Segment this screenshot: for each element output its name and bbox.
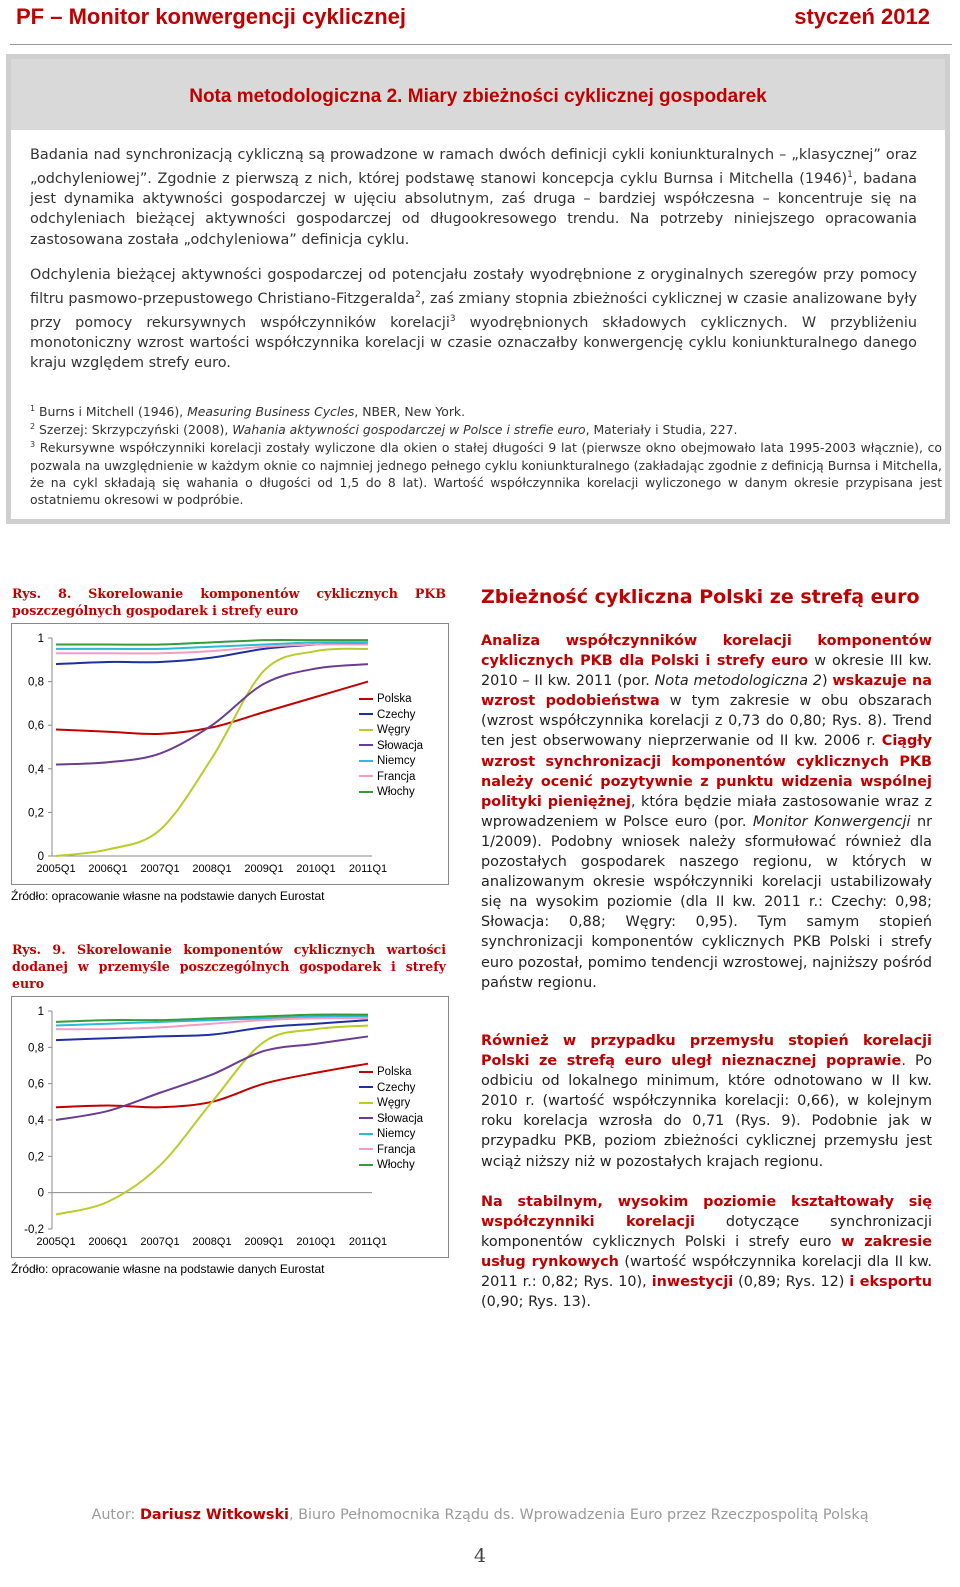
x-tick-label: 2010Q1 (296, 1236, 336, 1248)
legend-label: Francja (377, 770, 416, 783)
legend-item (359, 754, 423, 770)
p1-text-b: , badana jest dynamika aktywności gospodarczej w ujęciu absolutnym, zaś druga – bardziej współczesna – koncentruje się na odchyleniach bieżącej aktywności gospodarczej od długookresowego trendu. Na potrzeby niniejszego opracowania zastosowana została „odchyleniowa” definicja cyklu. (30, 171, 917, 248)
legend-swatch (359, 775, 373, 777)
chart-9-legend (359, 1065, 423, 1174)
right-p3-segment: dotyczące synchronizacji komponentów cyklicznych Polski i strefy euro (481, 1214, 932, 1251)
legend-label: Czechy (377, 708, 416, 721)
right-p3-segment: (0,89; Rys. 12) (733, 1274, 850, 1291)
right-p3-segment: w zakresie usług rynkowych (481, 1234, 932, 1271)
right-p1-segment: Monitor Konwergencji (752, 813, 911, 830)
y-tick-label: 0,2 (28, 1151, 44, 1164)
legend-swatch (359, 1086, 373, 1088)
right-p3-segment: (wartość współczynnika korelacji dla II kw. 2011 r.: 0,82; Rys. 10), (481, 1254, 933, 1291)
y-tick-label: 0,8 (28, 676, 44, 689)
legend-item (359, 770, 423, 786)
author-line (0, 1507, 960, 1523)
x-tick-label: 2008Q1 (192, 863, 232, 875)
chart-8-caption: Rys. 8. Skorelowanie komponentów cyklicznych PKB poszczególnych gospodarek i strefy euro (12, 586, 446, 618)
p2-text-c: wyodrębnionych składowych cyklicznych. W przybliżeniu monotoniczny wzrost wartości współczynnika korelacji w czasie oznaczałby konwergencję cyklu koniunkturalnego danego kraju względem strefy euro. (30, 315, 917, 372)
chart-9-source: Źródło: opracowanie własne na podstawie danych Eurostat (11, 1262, 325, 1276)
legend-label: Włochy (377, 1159, 415, 1171)
right-paragraph-1 (481, 631, 932, 993)
legend-swatch (359, 1117, 373, 1119)
x-tick-label: 2009Q1 (244, 1236, 284, 1248)
x-tick-label: 2010Q1 (296, 863, 336, 875)
footnote-ref-1: 1 (847, 170, 853, 181)
right-paragraph-3 (481, 1192, 932, 1313)
legend-item (359, 1081, 423, 1097)
x-tick-label: 2005Q1 (36, 1236, 76, 1248)
header-title: PF – Monitor konwergencji cyklicznej (16, 4, 406, 29)
y-tick-label: 1 (37, 1006, 44, 1018)
y-tick-label: 0,4 (28, 1115, 44, 1127)
legend-label: Niemcy (377, 755, 416, 767)
methodology-paragraph-1 (30, 145, 917, 250)
right-p2-segment: Również w przypadku przemysłu stopień korelacji Polski ze strefą euro uległ nieznacznej poprawie (481, 1033, 932, 1070)
x-tick-label: 2007Q1 (140, 1236, 180, 1248)
right-p1-segment: ) (821, 673, 833, 690)
legend-item (359, 1127, 423, 1143)
legend-label: Polska (377, 1066, 412, 1078)
right-p3-segment: inwestycji (651, 1274, 734, 1291)
legend-swatch (359, 713, 373, 715)
series-line-słowacja (56, 1036, 368, 1120)
right-p3-segment: Na stabilnym, wysokim poziomie kształtowały się współczynniki korelacji (481, 1194, 932, 1231)
y-tick-label: 0,6 (28, 720, 44, 733)
chart-9-caption: Rys. 9. Skorelowanie komponentów cyklicznych wartości dodanej w przemyśle poszczególnych gospodarek i strefy euro (12, 942, 446, 991)
p2-text-a: Odchylenia bieżącej aktywności gospodarczej od potencjału zostały wyodrębnione z oryginalnych szeregów przy pomocy filtru pasmowo-przepustowego Christiano-Fitzgeralda (30, 267, 917, 307)
footnote-ref-2: 2 (415, 290, 421, 301)
y-tick-label: 0,8 (28, 1042, 44, 1055)
x-tick-label: 2011Q1 (348, 1236, 388, 1248)
right-p3-segment: i eksportu (849, 1274, 933, 1291)
y-tick-label: 0,6 (28, 1078, 44, 1091)
footnote-2-title: Wahania aktywności gospodarczej w Polsce i strefie euro (232, 422, 586, 438)
footnote-2-text-b: , Materiały i Studia, 227. (585, 422, 738, 438)
right-paragraph-2 (481, 1031, 932, 1172)
chart-8-legend (359, 692, 423, 801)
legend-swatch (359, 698, 373, 700)
series-line-węgry (56, 1026, 368, 1215)
series-line-słowacja (56, 664, 368, 764)
footnote-2-text-a: Szerzej: Skrzypczyński (2008), (35, 422, 233, 438)
x-tick-label: 2006Q1 (88, 863, 128, 875)
legend-swatch (359, 744, 373, 746)
legend-label: Słowacja (377, 1112, 424, 1125)
right-p1-segment: , która będzie miała zastosowanie wraz z wprowadzeniem w Polsce euro (por. (481, 793, 932, 830)
y-tick-label: 0,2 (28, 807, 44, 820)
legend-swatch (359, 1164, 373, 1166)
legend-swatch (359, 729, 373, 731)
legend-swatch (359, 1133, 373, 1135)
y-tick-label: -0,2 (24, 1224, 44, 1236)
legend-item (359, 1112, 423, 1128)
header-date: styczeń 2012 (794, 4, 930, 29)
right-p1-segment: Nota metodologiczna 2 (654, 673, 822, 690)
footnote-2-num: 2 (30, 422, 36, 431)
x-tick-label: 2006Q1 (88, 1236, 128, 1248)
x-tick-label: 2008Q1 (192, 1236, 232, 1248)
y-tick-label: 1 (37, 633, 44, 645)
footnote-1-title: Measuring Business Cycles (187, 404, 355, 420)
author-affiliation: , Biuro Pełnomocnika Rządu ds. Wprowadzenia Euro przez Rzeczpospolitą Polską (288, 1507, 869, 1523)
methodology-title: Nota metodologiczna 2. Miary zbieżności cyklicznej gospodarek (189, 86, 767, 107)
footnote-3-num: 3 (30, 440, 36, 449)
legend-swatch (359, 1148, 373, 1150)
legend-label: Czechy (377, 1081, 416, 1094)
series-line-węgry (56, 649, 368, 856)
chart-8-source: Źródło: opracowanie własne na podstawie danych Eurostat (11, 889, 325, 903)
legend-swatch (359, 760, 373, 762)
right-p1-segment: Analiza współczynników korelacji komponentów cyklicznych PKB dla Polski i strefy euro (481, 633, 932, 670)
x-tick-label: 2007Q1 (140, 863, 180, 875)
legend-item (359, 723, 423, 739)
chart-8-frame (11, 623, 449, 885)
legend-item (359, 1143, 423, 1159)
right-p1-segment: w okresie III kw. 2010 – II kw. 2011 (por. (481, 653, 932, 690)
legend-swatch (359, 791, 373, 793)
right-p2-segment: . Po odbiciu od lokalnego minimum, które odnotowano w II kw. 2010 r. (wartość współczynnika korelacji: 0,66), w kolejnym roku korelacja wzrosła do 0,71 (Rys. 9). Podobnie jak w przypadku PKB, poziom zbieżności cyklicznej przemysłu jest wciąż niższy niż w pozostałych krajach regionu. (481, 1053, 933, 1170)
y-tick-label: 0,4 (28, 763, 44, 776)
legend-item (359, 1158, 423, 1174)
p1-text-a: Badania nad synchronizacją cykliczną są prowadzone w ramach dwóch definicji cykli koniunkturalnych – „klasycznej” oraz „odchyleniowej”. Zgodnie z pierwszą z nich, której podstawę stanowi koncepcja cyklu Burnsa i Mitchella (1946) (30, 147, 917, 187)
x-tick-label: 2005Q1 (36, 863, 76, 875)
legend-swatch (359, 1102, 373, 1104)
legend-item (359, 1096, 423, 1112)
right-p3-segment: (0,90; Rys. 13). (481, 1294, 591, 1311)
legend-label: Polska (377, 693, 412, 705)
legend-item (359, 692, 423, 708)
methodology-paragraph-2 (30, 265, 917, 374)
page-number: 4 (473, 1545, 487, 1567)
x-tick-label: 2009Q1 (244, 863, 284, 875)
legend-label: Słowacja (377, 739, 424, 752)
y-tick-label: 0 (37, 1187, 44, 1200)
footnote-ref-3: 3 (449, 314, 456, 325)
header-divider (10, 44, 952, 45)
methodology-box (6, 54, 950, 524)
right-p1-segment: wskazuje na wzrost podobieństwa (481, 673, 932, 710)
legend-label: Włochy (377, 786, 415, 798)
author-name: Dariusz Witkowski (139, 1507, 289, 1523)
legend-item (359, 739, 423, 755)
p2-text-b: , zaś zmiany stopnia zbieżności cyklicznej w czasie analizowane były przy pomocy rekursywnych współczynników korelacji (30, 291, 917, 331)
legend-label: Węgry (377, 724, 411, 736)
legend-label: Niemcy (377, 1128, 416, 1140)
right-p1-segment: w tym zakresie w obu obszarach (wzrost współczynnika korelacji z 0,73 do 0,80; Rys. 8). Trend ten jest obserwowany nieprzerwanie od II kw. 2006 r. (481, 693, 932, 750)
footnote-1-text-a: Burns i Mitchell (1946), (35, 404, 188, 420)
footnote-3-text: Rekursywne współczynniki korelacji zostały wyliczone dla okien o stałej długości 9 lat (pierwsze okno obejmowało lata 1995-2003 włącznie), co pozwala na uwzględnienie w każdym oknie co najmniej jednego pełnego cyklu koniunkturalnego (zakładając zgodnie z definicją Burnsa i Mitchella, że na cykl składają się wahania o długości od 1,5 do 8 lat). Wartość współczynnika korelacji wyliczonego w danym okresie przypisana jest ostatniemu okresowi w podpróbie. (30, 440, 942, 508)
chart-9-frame (11, 996, 449, 1258)
y-tick-label: 0 (37, 851, 44, 863)
right-column-heading: Zbieżność cykliczna Polski ze strefą euro (481, 586, 920, 608)
right-p1-segment: Ciągły wzrost synchronizacji komponentów cyklicznych PKB należy ocenić pozytywnie z punktu widzenia wspólnej polityki pieniężnej (481, 733, 932, 810)
legend-item (359, 708, 423, 724)
footnote-1-text-b: , NBER, New York. (354, 404, 466, 420)
legend-item (359, 785, 423, 801)
footnote-3 (30, 436, 942, 509)
legend-swatch (359, 1071, 373, 1073)
legend-label: Francja (377, 1143, 416, 1156)
footnote-1-num: 1 (30, 404, 36, 413)
legend-item (359, 1065, 423, 1081)
author-label: Autor: (91, 1507, 140, 1523)
x-tick-label: 2011Q1 (348, 863, 388, 875)
legend-label: Węgry (377, 1097, 411, 1109)
right-p1-segment: nr 1/2009). Podobny wniosek należy sformułować również dla pozostałych gospodarek naszego regionu, w których w analizowanym okresie współczynniki korelacji ustabilizowały się na wysokim poziomie (dla II kw. 2011 r.: Czechy: 0,98; Słowacja: 0,88; Węgry: 0,95). Tym samym stopień synchronizacji komponentów cyklicznych PKB Polski i strefy euro pozostał, pomimo tendencji wzrostowej, najniższy pośród państw regionu. (481, 813, 932, 991)
